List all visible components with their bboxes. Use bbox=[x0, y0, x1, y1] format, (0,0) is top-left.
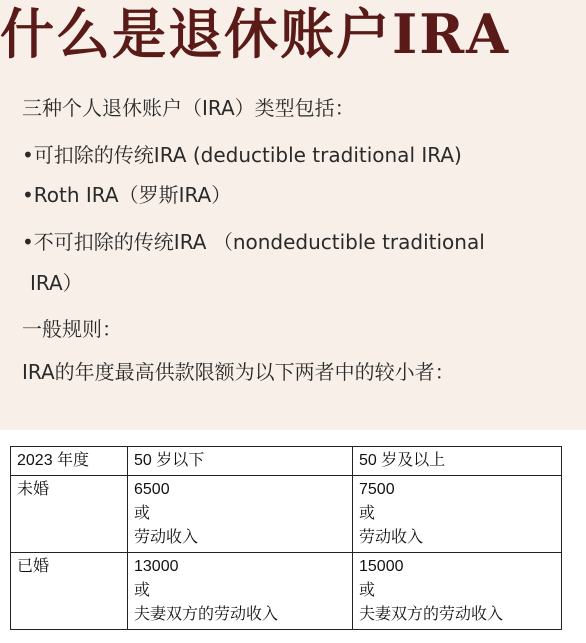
row-label-single: 未婚 bbox=[11, 476, 128, 553]
cell-married-under-50 bbox=[128, 553, 353, 630]
header-under-50: 50 岁以下 bbox=[128, 447, 353, 476]
cell-amount: 13000 bbox=[134, 558, 179, 575]
bullet-roth: •Roth IRA（罗斯IRA） bbox=[22, 183, 232, 207]
cell-income: 劳动收入 bbox=[134, 529, 199, 546]
table-row bbox=[11, 553, 562, 630]
cell-single-under-50 bbox=[128, 476, 353, 553]
cell-income: 劳动收入 bbox=[359, 529, 424, 546]
cell-single-50-and-over bbox=[353, 476, 562, 553]
rules-text: IRA的年度最高供款限额为以下两者中的较小者： bbox=[22, 360, 455, 384]
cell-or: 或 bbox=[134, 582, 151, 599]
cell-or: 或 bbox=[359, 505, 376, 522]
bullet-nondeductible-traditional: •不可扣除的传统IRA （nondeductible traditional bbox=[22, 230, 485, 254]
cell-or: 或 bbox=[359, 582, 376, 599]
table-row bbox=[11, 476, 562, 553]
cell-income: 夫妻双方的劳动收入 bbox=[134, 606, 279, 623]
header-50-and-over: 50 岁及以上 bbox=[353, 447, 562, 476]
row-label-married: 已婚 bbox=[11, 553, 128, 630]
rules-heading: 一般规则： bbox=[22, 317, 122, 341]
table-area bbox=[0, 430, 586, 643]
bullet-deductible-traditional: •可扣除的传统IRA (deductible traditional IRA) bbox=[22, 143, 462, 167]
header-year: 2023 年度 bbox=[11, 447, 128, 476]
cell-amount: 6500 bbox=[134, 481, 170, 498]
bullet-nondeductible-continuation: IRA） bbox=[30, 271, 83, 295]
contribution-limits-table bbox=[10, 446, 562, 630]
cell-or: 或 bbox=[134, 505, 151, 522]
page-title: 什么是退休账户IRA bbox=[0, 2, 511, 66]
cell-amount: 15000 bbox=[359, 558, 404, 575]
cell-income: 夫妻双方的劳动收入 bbox=[359, 606, 504, 623]
table-header-row bbox=[11, 447, 562, 476]
cell-amount: 7500 bbox=[359, 481, 395, 498]
intro-text: 三种个人退休账户（IRA）类型包括： bbox=[22, 96, 355, 120]
cell-married-50-and-over bbox=[353, 553, 562, 630]
